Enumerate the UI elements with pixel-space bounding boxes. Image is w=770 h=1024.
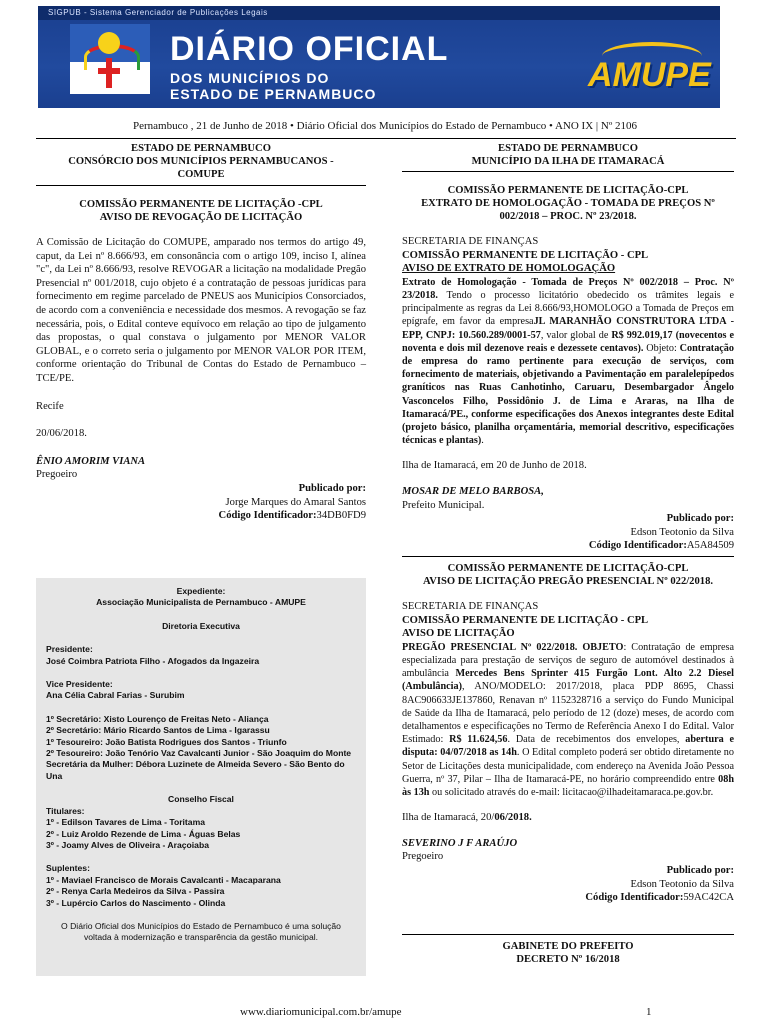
box-secretary-1: 1º Secretário: Xisto Lourenço de Freitas Neto - Aliança bbox=[46, 713, 269, 724]
box-vice-label: Vice Presidente: bbox=[46, 679, 113, 690]
masthead-subtitle-2: ESTADO DE PERNAMBUCO bbox=[170, 86, 377, 102]
right-a-cpl: COMISSÃO PERMANENTE DE LICITAÇÃO - CPL bbox=[402, 249, 649, 261]
right-b-body: PREGÃO PRESENCIAL Nº 022/2018. OBJETO: Contratação de empresa especializada para prestação de serviços de seguro de automóvel destinados à ambulância Mercedes Bens Sprinter 415 Furgão Lont. Alto 2.2 Diesel (Ambulância), ANO/MODELO: 2017/2018, placa PDP 8695, Chassi 8AC906633JE137860, Renavan nº 1152328716 a serviço do Fundo Municipal de Saúde da Ilha de Itamaracá, pelo período de 12 (doze) meses, de acordo com detalhamentos e especificações no Termo de Referência Anexo I do Edital. Valor Estimado: R$ 11.624,56. Data de recebimentos dos envelopes, abertura e disputa: 04/07/2018 as 14h. O Edital completo poderá ser obtido diretamente no Setor de Licitações desta municipalidade, com endereço na Avenida João Pessoa Guerra, nº 37, Pilar – Ilha de Itamaracá-PE, no horário compreendido entre 08h às 13h ou solicitado através do e-mail: licitacao@ilhadeitamaraca.pe.gov.br. bbox=[402, 641, 735, 799]
box-directorate: Diretoria Executiva bbox=[162, 620, 240, 631]
right-b-date-1: Ilha de Itamaracá, 20/ bbox=[402, 812, 495, 824]
left-title-1: COMISSÃO PERMANENTE DE LICITAÇÃO -CPL bbox=[79, 199, 323, 210]
right-a-code: A5A84509 bbox=[686, 540, 734, 552]
footer-url[interactable]: www.diariomunicipal.com.br/amupe bbox=[240, 1006, 402, 1018]
box-secretary-2: 2º Secretário: Mário Ricardo Santos de Lima - Igarassu bbox=[46, 725, 270, 736]
right-a-code-label: Código Identificador: bbox=[588, 540, 687, 552]
right-b-date-2: 06/2018. bbox=[494, 812, 532, 824]
right-b-cpl: COMISSÃO PERMANENTE DE LICITAÇÃO - CPL bbox=[402, 614, 649, 626]
right-b-secretariat: SECRETARIA DE FINANÇAS bbox=[402, 601, 539, 612]
right-a-rule bbox=[402, 556, 734, 557]
masthead bbox=[0, 0, 770, 115]
left-place: Recife bbox=[36, 400, 64, 412]
box-holder-2: 2º - Luiz Aroldo Rezende de Lima - Águas Belas bbox=[46, 828, 241, 839]
right-c-title-2: DECRETO Nº 16/2018 bbox=[516, 954, 620, 965]
amupe-logo: AMUPE bbox=[588, 56, 711, 94]
right-article-homologation bbox=[402, 184, 734, 553]
right-b-published-label: Publicado por: bbox=[666, 865, 734, 876]
right-a-title-2: EXTRATO DE HOMOLOGAÇÃO - TOMADA DE PREÇOS Nº bbox=[421, 198, 715, 209]
right-b-published-name: Edson Teotonio da Silva bbox=[630, 878, 734, 890]
page-number: 1 bbox=[646, 1006, 652, 1018]
box-treasurer-1: 1º Tesoureiro: João Batista Rodrigues dos Santos - Triunfo bbox=[46, 736, 287, 747]
right-a-title-3: 002/2018 – PROC. Nº 23/2018. bbox=[499, 211, 637, 222]
box-note: O Diário Oficial dos Municípios do Estado de Pernambuco é uma solução voltada à modernização e transparência da gestão municipal. bbox=[61, 920, 341, 943]
left-article bbox=[36, 198, 366, 523]
left-title-2: AVISO DE REVOGAÇÃO DE LICITAÇÃO bbox=[99, 212, 303, 223]
right-b-notice: AVISO DE LICITAÇÃO bbox=[402, 628, 515, 640]
right-a-published-label: Publicado por: bbox=[666, 513, 734, 525]
left-header-3: COMUPE bbox=[177, 169, 225, 180]
left-code-label: Código Identificador: bbox=[218, 510, 317, 522]
right-header-1: ESTADO DE PERNAMBUCO bbox=[498, 143, 638, 154]
right-b-title-2: AVISO DE LICITAÇÃO PREGÃO PRESENCIAL Nº 022/2018. bbox=[422, 576, 714, 587]
right-a-notice: AVISO DE EXTRATO DE HOMOLOGAÇÃO bbox=[402, 263, 616, 275]
masthead-title: DIÁRIO OFICIAL bbox=[170, 30, 449, 68]
box-holder-1: 1º - Edilson Tavares de Lima - Toritama bbox=[46, 817, 205, 828]
box-treasurer-2: 2º Tesoureiro: João Tenório Vaz Cavalcanti Junior - São Joaquim do Monte bbox=[46, 748, 352, 759]
box-substitutes-label: Suplentes: bbox=[46, 863, 90, 874]
box-substitute-3: 3º - Lupércio Carlos do Nascimento - Olinda bbox=[46, 897, 226, 908]
box-expediente-label: Expediente: bbox=[176, 586, 226, 596]
left-column bbox=[36, 142, 366, 181]
masthead-subtitle-1: DOS MUNICÍPIOS DO bbox=[170, 70, 330, 86]
pernambuco-flag-icon bbox=[70, 24, 150, 94]
left-header-rule bbox=[36, 185, 366, 186]
right-b-rule bbox=[402, 934, 734, 935]
right-b-code: 59AC42CA bbox=[683, 892, 734, 904]
box-substitute-2: 2º - Renya Carla Medeiros da Silva - Passira bbox=[46, 886, 225, 897]
masthead-strip: SIGPUB - Sistema Gerenciador de Publicações Legais bbox=[38, 6, 720, 20]
box-president: José Coimbra Patriota Filho - Afogados da Ingazeira bbox=[46, 655, 260, 666]
right-b-title-1: COMISSÃO PERMANENTE DE LICITAÇÃO-CPL bbox=[447, 563, 689, 574]
right-a-secretariat: SECRETARIA DE FINANÇAS bbox=[402, 236, 539, 247]
box-fiscal-council: Conselho Fiscal bbox=[168, 794, 234, 805]
right-a-title-1: COMISSÃO PERMANENTE DE LICITAÇÃO-CPL bbox=[447, 185, 689, 196]
left-published-label: Publicado por: bbox=[298, 482, 366, 494]
right-c-title-1: GABINETE DO PREFEITO bbox=[502, 941, 634, 952]
box-holder-3: 3º - Joamy Alves de Oliveira - Araçoiaba bbox=[46, 839, 209, 850]
left-date: 20/06/2018. bbox=[36, 428, 87, 440]
left-signer: ÊNIO AMORIM VIANA bbox=[36, 455, 146, 467]
box-substitute-1: 1º - Maviael Francisco de Morais Cavalcanti - Macaparana bbox=[46, 874, 281, 885]
right-b-role: Pregoeiro bbox=[402, 851, 444, 863]
box-president-label: Presidente: bbox=[46, 644, 93, 655]
right-column bbox=[402, 142, 734, 168]
right-a-role: Prefeito Municipal. bbox=[402, 499, 485, 511]
right-a-published-name: Edson Teotonio da Silva bbox=[630, 526, 734, 538]
right-header-2: MUNICÍPIO DA ILHA DE ITAMARACÁ bbox=[471, 156, 665, 167]
box-holders-label: Titulares: bbox=[46, 805, 85, 816]
right-header-rule bbox=[402, 171, 734, 172]
box-women-secretary: Secretária da Mulher: Débora Luzinete de Almeida Severo - São Bento do Una bbox=[46, 759, 345, 781]
right-b-signer: SEVERINO J F ARAÚJO bbox=[402, 837, 518, 849]
left-body: A Comissão de Licitação do COMUPE, amparado nos termos do artigo 49, caput, da Lei nº 8.666/93, em consonância com o artigo 109, inciso I, alínea "c", da Lei nº 8.666/93, resolve REVOGAR a licitação na modalidade Pregão Presencial nº 001/2018, cujo objeto é a contratação de pessoas jurídicas para fornecimento em regime parcelado de PNEUS aos Municípios Consorciados, de acordo com a conveniência e necessidade dos mesmos. A revogação se faz necessária, pois, o Edital conteve equívoco em relação ao tipo de julgamento das propostas, o qual constava o julgamento por MENOR VALOR GLOBAL, e o correto seria o julgamento por MENOR VALOR POR ITEM, conforme orientação do Tribunal de Contas do Estado de Pernambuco – TCE/PE. bbox=[36, 237, 366, 384]
dateline-rule bbox=[36, 138, 736, 139]
right-a-date: Ilha de Itamaracá, em 20 de Junho de 2018. bbox=[402, 460, 587, 472]
left-header-1: ESTADO DE PERNAMBUCO bbox=[131, 143, 271, 154]
left-published-name: Jorge Marques do Amaral Santos bbox=[225, 496, 366, 508]
expediente-box bbox=[36, 578, 366, 976]
box-expediente-org: Associação Municipalista de Pernambuco - AMUPE bbox=[96, 597, 306, 608]
right-article-auction bbox=[402, 562, 734, 905]
right-b-code-label: Código Identificador: bbox=[585, 892, 684, 904]
right-a-body: Extrato de Homologação - Tomada de Preços Nº 002/2018 – Proc. Nº 23/2018. Tendo o processo licitatório obedecido os trâmites legais e principalmente as regras da Lei 8.666/93,HOMOLOGO a Tomada de Preços em epígrafe, em favor da empresaJL MARANHÃO CONSTRUTORA LTDA - EPP, CNPJ: 10.560.289/0001-57, valor global de R$ 992.019,17 (novecentos e noventa e dois mil dezenove reais e dezessete centavos). Objeto: Contratação de empresa do ramo pertinente para execução de serviços, com fornecimento de materiais, objetivando a Pavimentação em paralelepípedos graníticos nas Ruas Canhotinho, Caruaru, Desembargador Ângelo Vasconcelos Filho, Possidônio J. de Lima e Araras, na Ilha de Itamaracá/PE., conforme especificações dos Anexos integrantes deste Edital (projeto básico, planilha orçamentária, memorial descritivo, especificações técnicas e plantas). bbox=[402, 276, 734, 447]
left-code: 34DB0FD9 bbox=[316, 510, 366, 522]
left-role: Pregoeiro bbox=[36, 469, 78, 481]
box-vice: Ana Célia Cabral Farias - Surubim bbox=[46, 690, 185, 701]
right-a-signer: MOSAR DE MELO BARBOSA, bbox=[402, 486, 544, 498]
dateline: Pernambuco , 21 de Junho de 2018 • Diário Oficial dos Municípios do Estado de Pernambuco • ANO IX | Nº 2106 bbox=[133, 120, 637, 132]
left-header-2: CONSÓRCIO DOS MUNICÍPIOS PERNAMBUCANOS - bbox=[68, 156, 334, 167]
right-article-decree bbox=[402, 940, 734, 966]
